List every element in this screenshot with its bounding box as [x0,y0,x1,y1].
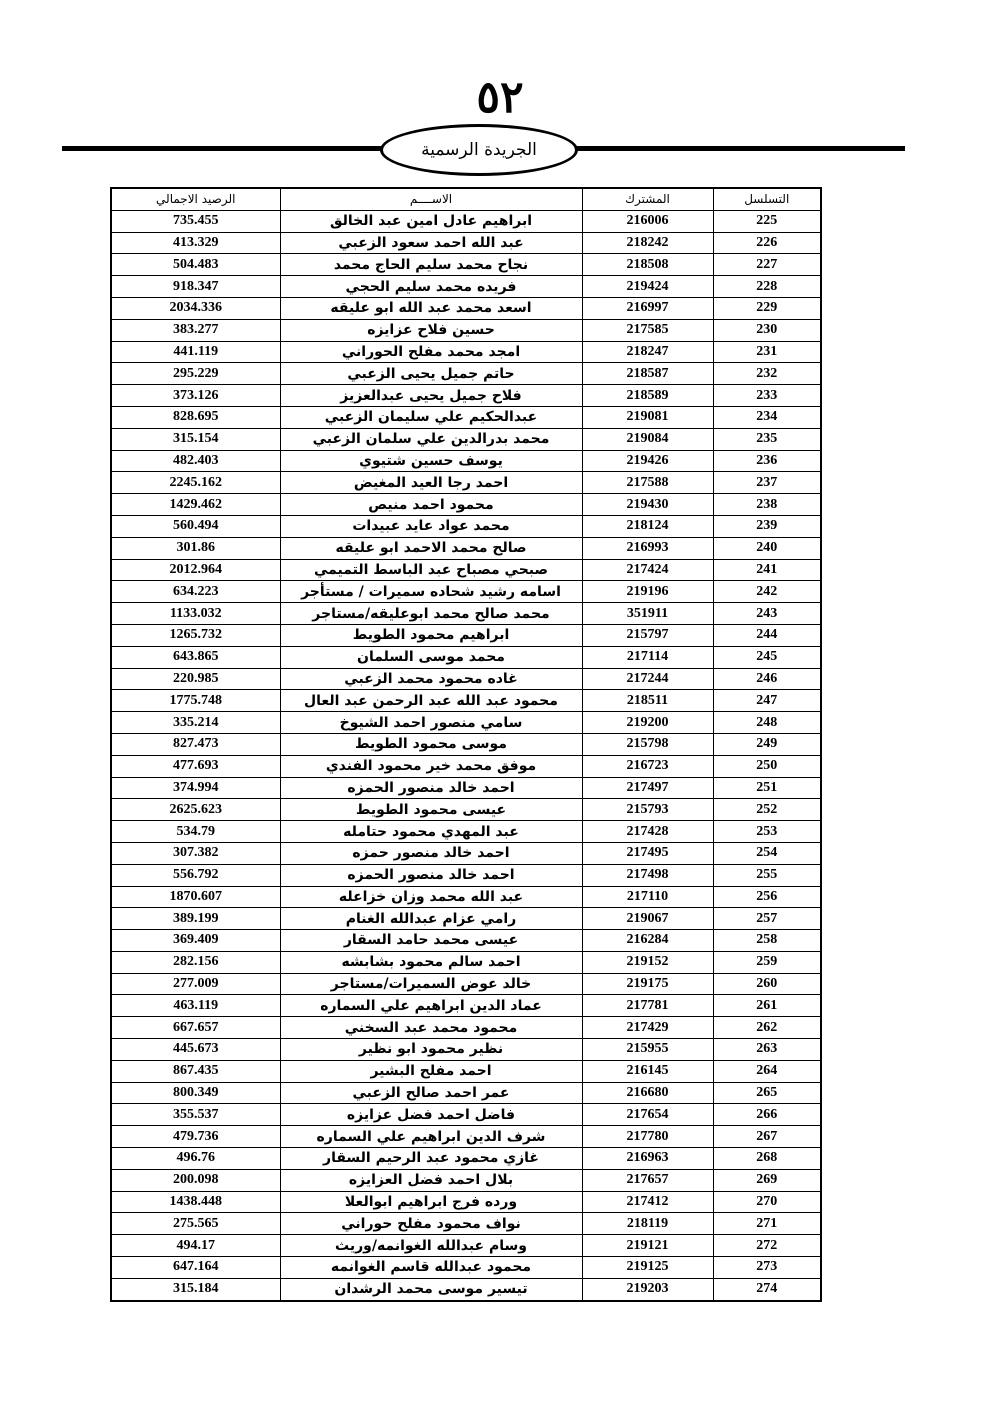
cell-name: اسعد محمد عبد الله ابو عليقه [280,297,582,319]
cell-name: فريده محمد سليم الحجي [280,276,582,298]
cell-name: عيسى محمد حامد السقار [280,930,582,952]
cell-subscriber: 217498 [582,864,713,886]
cell-subscriber: 217588 [582,472,713,494]
cell-balance: 2012.964 [111,559,280,581]
cell-balance: 477.693 [111,755,280,777]
cell-subscriber: 217657 [582,1169,713,1191]
cell-subscriber: 217428 [582,821,713,843]
publication-title: الجريدة الرسمية [421,140,537,160]
cell-balance: 1429.462 [111,494,280,516]
cell-subscriber: 215955 [582,1039,713,1061]
cell-subscriber: 218247 [582,341,713,363]
cell-subscriber: 219152 [582,951,713,973]
cell-name: احمد رجا العيد المغيض [280,472,582,494]
cell-balance: 1265.732 [111,624,280,646]
table-row [111,973,821,995]
table-row [111,1148,821,1170]
table-row [111,712,821,734]
table-row [111,319,821,341]
cell-serial: 267 [713,1126,821,1148]
table-row [111,799,821,821]
cell-balance: 374.994 [111,777,280,799]
cell-serial: 238 [713,494,821,516]
cell-name: احمد سالم محمود بشابشه [280,951,582,973]
table-row [111,864,821,886]
cell-serial: 269 [713,1169,821,1191]
cell-name: محمود احمد منيص [280,494,582,516]
cell-balance: 800.349 [111,1082,280,1104]
publication-title-oval [380,124,578,176]
cell-balance: 369.409 [111,930,280,952]
cell-subscriber: 218242 [582,232,713,254]
cell-balance: 335.214 [111,712,280,734]
table-row [111,646,821,668]
cell-subscriber: 219430 [582,494,713,516]
cell-subscriber: 216680 [582,1082,713,1104]
cell-name: عبد الله احمد سعود الزعبي [280,232,582,254]
table-row [111,1060,821,1082]
cell-name: نواف محمود مفلح حوراني [280,1213,582,1235]
cell-serial: 239 [713,515,821,537]
cell-serial: 263 [713,1039,821,1061]
cell-balance: 828.695 [111,406,280,428]
table-row [111,1104,821,1126]
cell-subscriber: 218587 [582,363,713,385]
table-body [111,210,821,1300]
cell-name: شرف الدين ابراهيم علي السماره [280,1126,582,1148]
cell-subscriber: 217495 [582,842,713,864]
cell-subscriber: 219424 [582,276,713,298]
cell-subscriber: 219067 [582,908,713,930]
cell-balance: 1133.032 [111,603,280,625]
cell-serial: 236 [713,450,821,472]
cell-subscriber: 216997 [582,297,713,319]
cell-subscriber: 217429 [582,1017,713,1039]
table-row [111,995,821,1017]
cell-serial: 235 [713,428,821,450]
cell-balance: 389.199 [111,908,280,930]
cell-subscriber: 215793 [582,799,713,821]
table-row [111,581,821,603]
cell-balance: 867.435 [111,1060,280,1082]
cell-balance: 496.76 [111,1148,280,1170]
cell-serial: 265 [713,1082,821,1104]
cell-serial: 264 [713,1060,821,1082]
cell-name: محمد بدرالدين علي سلمان الزعبي [280,428,582,450]
cell-serial: 250 [713,755,821,777]
table-row [111,1169,821,1191]
cell-serial: 271 [713,1213,821,1235]
cell-subscriber: 217585 [582,319,713,341]
cell-serial: 274 [713,1278,821,1300]
cell-balance: 647.164 [111,1257,280,1279]
cell-name: محمد موسى السلمان [280,646,582,668]
cell-name: اسامه رشيد شحاده سميرات / مستأجر [280,581,582,603]
cell-balance: 504.483 [111,254,280,276]
cell-serial: 261 [713,995,821,1017]
cell-balance: 275.565 [111,1213,280,1235]
cell-balance: 2625.623 [111,799,280,821]
cell-balance: 560.494 [111,515,280,537]
cell-serial: 227 [713,254,821,276]
cell-serial: 273 [713,1257,821,1279]
cell-subscriber: 218124 [582,515,713,537]
cell-serial: 240 [713,537,821,559]
cell-name: عماد الدين ابراهيم علي السماره [280,995,582,1017]
cell-serial: 258 [713,930,821,952]
cell-subscriber: 215798 [582,733,713,755]
cell-name: ورده فرج ابراهيم ابوالعلا [280,1191,582,1213]
table-row [111,930,821,952]
cell-serial: 254 [713,842,821,864]
column-header-name: الاســــم [280,188,582,210]
cell-serial: 246 [713,668,821,690]
cell-serial: 268 [713,1148,821,1170]
cell-name: موفق محمد خير محمود الفندي [280,755,582,777]
cell-name: محمد عواد عايد عبيدات [280,515,582,537]
table-row [111,951,821,973]
cell-name: رامي عزام عبدالله الغنام [280,908,582,930]
table-row [111,1213,821,1235]
cell-subscriber: 219426 [582,450,713,472]
cell-name: موسى محمود الطويط [280,733,582,755]
cell-balance: 315.184 [111,1278,280,1300]
cell-serial: 225 [713,210,821,232]
cell-name: غاده محمود محمد الزعبي [280,668,582,690]
cell-name: سامي منصور احمد الشيوخ [280,712,582,734]
cell-balance: 667.657 [111,1017,280,1039]
cell-balance: 1870.607 [111,886,280,908]
cell-subscriber: 216145 [582,1060,713,1082]
table-row [111,515,821,537]
cell-name: نجاح محمد سليم الحاج محمد [280,254,582,276]
cell-name: عيسى محمود الطويط [280,799,582,821]
cell-subscriber: 217424 [582,559,713,581]
table-row [111,450,821,472]
table-row [111,624,821,646]
cell-subscriber: 216284 [582,930,713,952]
table-row [111,297,821,319]
cell-balance: 534.79 [111,821,280,843]
cell-balance: 277.009 [111,973,280,995]
cell-name: صبحي مصباح عبد الباسط التميمي [280,559,582,581]
cell-serial: 245 [713,646,821,668]
table-row [111,428,821,450]
column-header-subscriber: المشترك [582,188,713,210]
cell-name: يوسف حسين شتيوي [280,450,582,472]
cell-balance: 282.156 [111,951,280,973]
table-row [111,777,821,799]
cell-balance: 301.86 [111,537,280,559]
cell-subscriber: 217110 [582,886,713,908]
cell-name: وسام عبدالله الغوانمه/وريث [280,1235,582,1257]
cell-subscriber: 219203 [582,1278,713,1300]
table-row [111,668,821,690]
cell-serial: 230 [713,319,821,341]
cell-serial: 249 [713,733,821,755]
table-row [111,1126,821,1148]
cell-name: احمد خالد منصور الحمزه [280,777,582,799]
cell-serial: 255 [713,864,821,886]
cell-serial: 252 [713,799,821,821]
column-header-serial: التسلسل [713,188,821,210]
table-row [111,210,821,232]
table-row [111,603,821,625]
cell-name: غازي محمود عبد الرحيم السقار [280,1148,582,1170]
cell-name: محمود عبد الله عبد الرحمن عبد العال [280,690,582,712]
cell-name: بلال احمد فضل العزايزه [280,1169,582,1191]
cell-balance: 295.229 [111,363,280,385]
table-row [111,690,821,712]
cell-subscriber: 217781 [582,995,713,1017]
cell-name: حاتم جميل يحيى الزعبي [280,363,582,385]
cell-balance: 482.403 [111,450,280,472]
cell-name: عبد الله محمد وزان خزاعله [280,886,582,908]
table-row [111,472,821,494]
cell-balance: 200.098 [111,1169,280,1191]
cell-serial: 241 [713,559,821,581]
table-row [111,1082,821,1104]
cell-serial: 270 [713,1191,821,1213]
cell-balance: 479.736 [111,1126,280,1148]
cell-serial: 234 [713,406,821,428]
cell-name: احمد خالد منصور الحمزه [280,864,582,886]
table-row [111,254,821,276]
table-row [111,385,821,407]
cell-subscriber: 217654 [582,1104,713,1126]
table-row [111,908,821,930]
cell-name: خالد عوض السميرات/مستاجر [280,973,582,995]
cell-balance: 735.455 [111,210,280,232]
cell-name: عبد المهدي محمود حتامله [280,821,582,843]
table-row [111,559,821,581]
cell-name: ابراهيم عادل امين عبد الخالق [280,210,582,232]
cell-balance: 220.985 [111,668,280,690]
table-row [111,1039,821,1061]
cell-serial: 272 [713,1235,821,1257]
table-row [111,1257,821,1279]
cell-serial: 229 [713,297,821,319]
cell-serial: 242 [713,581,821,603]
cell-balance: 1438.448 [111,1191,280,1213]
table-row [111,733,821,755]
subscriber-balance-table [110,187,822,1302]
table-row [111,1017,821,1039]
cell-serial: 266 [713,1104,821,1126]
cell-subscriber: 351911 [582,603,713,625]
table-row [111,842,821,864]
cell-name: تيسير موسى محمد الرشدان [280,1278,582,1300]
cell-name: فلاح جميل يحيى عبدالعزيز [280,385,582,407]
cell-name: عمر احمد صالح الزعبي [280,1082,582,1104]
table-row [111,232,821,254]
cell-balance: 315.154 [111,428,280,450]
cell-balance: 355.537 [111,1104,280,1126]
cell-serial: 256 [713,886,821,908]
cell-name: احمد خالد منصور حمزه [280,842,582,864]
table-row [111,1191,821,1213]
cell-balance: 307.382 [111,842,280,864]
column-header-balance: الرصيد الاجمالي [111,188,280,210]
cell-subscriber: 218511 [582,690,713,712]
cell-balance: 556.792 [111,864,280,886]
cell-balance: 445.673 [111,1039,280,1061]
cell-balance: 918.347 [111,276,280,298]
cell-name: ابراهيم محمود الطويط [280,624,582,646]
cell-serial: 260 [713,973,821,995]
table-row [111,537,821,559]
table-row [111,886,821,908]
cell-serial: 237 [713,472,821,494]
cell-balance: 463.119 [111,995,280,1017]
cell-name: امجد محمد مفلح الحوراني [280,341,582,363]
cell-subscriber: 216006 [582,210,713,232]
cell-serial: 226 [713,232,821,254]
cell-balance: 643.865 [111,646,280,668]
cell-subscriber: 218119 [582,1213,713,1235]
cell-balance: 827.473 [111,733,280,755]
cell-subscriber: 217412 [582,1191,713,1213]
cell-name: فاضل احمد فضل عزايزه [280,1104,582,1126]
cell-serial: 244 [713,624,821,646]
cell-subscriber: 216963 [582,1148,713,1170]
cell-serial: 231 [713,341,821,363]
cell-serial: 257 [713,908,821,930]
table-row [111,406,821,428]
cell-subscriber: 216723 [582,755,713,777]
cell-subscriber: 219084 [582,428,713,450]
cell-balance: 441.119 [111,341,280,363]
cell-subscriber: 218508 [582,254,713,276]
cell-serial: 259 [713,951,821,973]
cell-balance: 373.126 [111,385,280,407]
cell-name: صالح محمد الاحمد ابو عليقه [280,537,582,559]
cell-name: نظير محمود ابو نظير [280,1039,582,1061]
cell-serial: 253 [713,821,821,843]
cell-subscriber: 217244 [582,668,713,690]
cell-subscriber: 219125 [582,1257,713,1279]
cell-subscriber: 219200 [582,712,713,734]
cell-subscriber: 219121 [582,1235,713,1257]
cell-balance: 383.277 [111,319,280,341]
cell-subscriber: 215797 [582,624,713,646]
table-row [111,276,821,298]
page-number: ٥٢ [476,72,524,123]
table-row [111,341,821,363]
cell-name: عبدالحكيم علي سليمان الزعبي [280,406,582,428]
cell-subscriber: 218589 [582,385,713,407]
cell-balance: 1775.748 [111,690,280,712]
cell-name: محمود عبدالله قاسم الغوانمه [280,1257,582,1279]
cell-balance: 2245.162 [111,472,280,494]
table-row [111,1235,821,1257]
cell-serial: 232 [713,363,821,385]
table-row [111,755,821,777]
cell-subscriber: 217780 [582,1126,713,1148]
cell-serial: 233 [713,385,821,407]
cell-balance: 2034.336 [111,297,280,319]
cell-serial: 247 [713,690,821,712]
cell-subscriber: 217114 [582,646,713,668]
cell-subscriber: 219175 [582,973,713,995]
cell-name: حسين فلاح عزايزه [280,319,582,341]
table-row [111,494,821,516]
cell-balance: 413.329 [111,232,280,254]
cell-name: محمود محمد عبد السخني [280,1017,582,1039]
table-row [111,1278,821,1300]
cell-name: احمد مفلح البشير [280,1060,582,1082]
cell-serial: 228 [713,276,821,298]
cell-serial: 248 [713,712,821,734]
cell-balance: 634.223 [111,581,280,603]
cell-serial: 251 [713,777,821,799]
cell-serial: 243 [713,603,821,625]
cell-name: محمد صالح محمد ابوعليقه/مستاجر [280,603,582,625]
cell-subscriber: 219081 [582,406,713,428]
cell-subscriber: 216993 [582,537,713,559]
table-row [111,363,821,385]
cell-subscriber: 219196 [582,581,713,603]
cell-subscriber: 217497 [582,777,713,799]
cell-balance: 494.17 [111,1235,280,1257]
cell-serial: 262 [713,1017,821,1039]
table-header-row [111,188,821,210]
table-row [111,821,821,843]
